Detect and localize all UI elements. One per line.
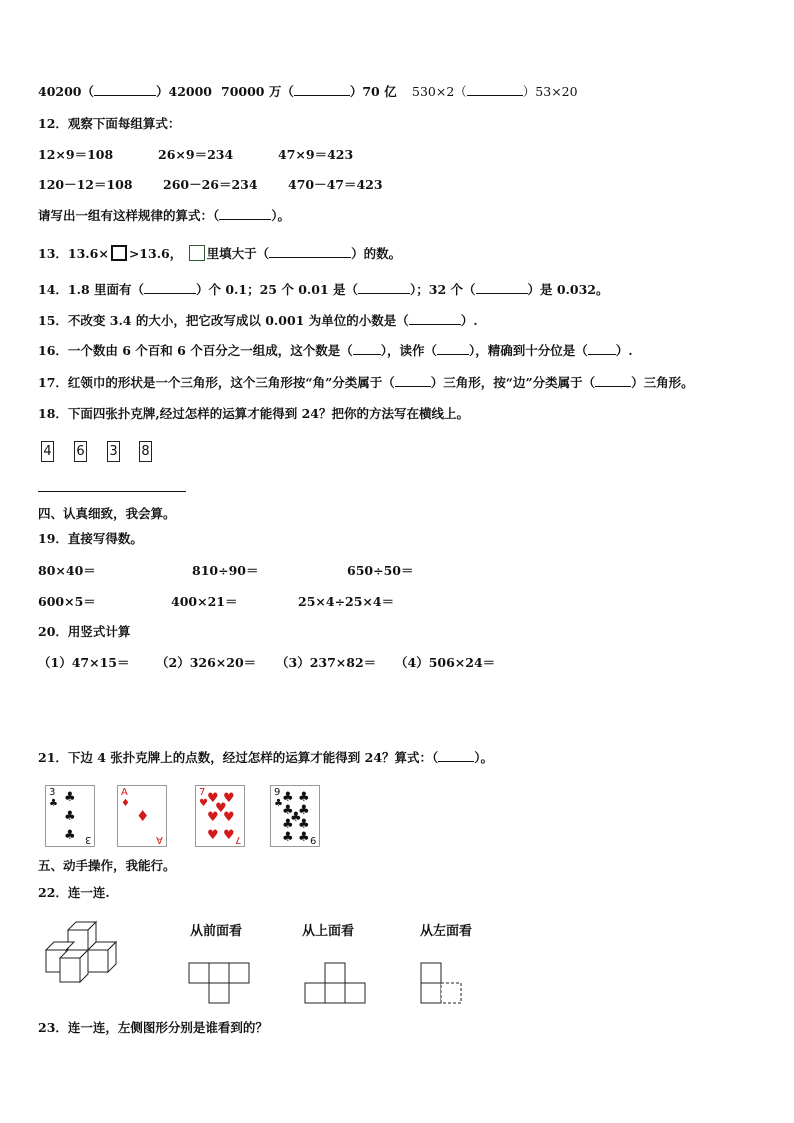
answer-line[interactable]: [38, 491, 186, 492]
club-icon: ♣: [282, 830, 294, 845]
diamond-icon: ♦: [136, 807, 150, 825]
club-icon: ♣: [274, 798, 283, 809]
q11-b: [221, 84, 397, 100]
section-heading: 四、认真细致，我会算。: [38, 506, 176, 521]
q14-p4: ）是 0.032。: [527, 282, 609, 297]
card-rank: 7: [199, 787, 206, 798]
answer-blank[interactable]: [467, 84, 523, 96]
q12-prompt-left: 请写出一组有这样规律的算式：（: [38, 208, 220, 223]
answer-blank[interactable]: [437, 343, 469, 355]
q12-prompt-right: ）。: [271, 208, 291, 223]
calc-item: （1）47×15＝: [38, 655, 130, 670]
card-rank: 7: [234, 834, 241, 845]
heart-icon: ♥: [207, 828, 219, 843]
heart-icon: ♥: [199, 798, 208, 809]
answer-blank[interactable]: [358, 282, 410, 294]
answer-blank[interactable]: [395, 375, 431, 387]
number-card: 6: [74, 441, 87, 462]
playing-card-3-clubs: [45, 785, 95, 847]
q11-c-left: 530×2（: [412, 84, 467, 99]
equation: 26×9＝234: [158, 147, 234, 162]
club-icon: ♣: [64, 809, 76, 824]
q16-p3: ），精确到十分位是（: [468, 343, 588, 358]
q13-p1: 13．13.6×: [38, 246, 109, 261]
answer-blank[interactable]: [438, 750, 474, 762]
q11-b-left: 70000 万（: [221, 84, 294, 99]
q17-p3: ）三角形。: [631, 375, 694, 390]
calc-item: 80×40＝: [38, 563, 96, 578]
club-icon: ♣: [298, 803, 310, 818]
q13-p4: ）的数。: [351, 246, 402, 261]
heart-icon: ♥: [207, 791, 219, 806]
heart-icon: ♥: [215, 801, 227, 816]
playing-card-a-diamonds: [117, 785, 167, 847]
calc-item: 25×4÷25×4＝: [298, 594, 395, 609]
diamond-icon: ♦: [121, 798, 130, 809]
heart-icon: ♥: [223, 828, 235, 843]
equation: 12×9＝108: [38, 147, 114, 162]
q17-p1: 17．红领巾的形状是一个三角形，这个三角形按“角”分类属于（: [38, 375, 395, 390]
view-label-top: 从上面看: [302, 924, 355, 939]
q13-row: [38, 245, 401, 262]
calc-item: 400×21＝: [171, 594, 238, 609]
playing-card-7-hearts: [195, 785, 245, 847]
top-view-shape: [304, 962, 368, 1004]
section-heading: 五、动手操作，我能行。: [38, 858, 176, 873]
q14-p2: ）个 0.1；25 个 0.01 是（: [196, 282, 358, 297]
answer-blank[interactable]: [409, 313, 461, 325]
q17-row: [38, 375, 694, 391]
club-icon: ♣: [64, 828, 76, 843]
square-icon: [189, 245, 205, 261]
calc-item: （3）237×82＝: [276, 655, 377, 670]
q21-p2: ）。: [474, 750, 494, 765]
club-icon: ♣: [282, 817, 294, 832]
club-icon: ♣: [49, 798, 58, 809]
q12-prompt: [38, 208, 290, 224]
card-rank: 9: [274, 787, 281, 798]
answer-blank[interactable]: [219, 208, 271, 220]
q21-row: [38, 750, 493, 766]
cube-stack-figure: [38, 918, 138, 984]
club-icon: ♣: [64, 790, 76, 805]
q15-row: [38, 313, 478, 329]
answer-blank[interactable]: [588, 343, 616, 355]
club-icon: ♣: [298, 817, 310, 832]
q11-a-left: 40200（: [38, 84, 94, 99]
answer-blank[interactable]: [269, 246, 351, 258]
playing-card-9-clubs: [270, 785, 320, 847]
q11-c: [412, 84, 578, 100]
equation: 47×9＝423: [278, 147, 354, 162]
heart-icon: ♥: [207, 810, 219, 825]
view-label-left: 从左面看: [420, 924, 473, 939]
q13-p3: 里填大于（: [206, 246, 270, 261]
q19-title: 19．直接写得数。: [38, 531, 143, 546]
q21-p1: 21．下边 4 张扑克牌上的点数，经过怎样的运算才能得到 24？算式：（: [38, 750, 439, 765]
answer-blank[interactable]: [476, 282, 528, 294]
q12-title: 12．观察下面每组算式：: [38, 116, 181, 131]
card-rank: 3: [84, 834, 91, 845]
equation: 260－26＝234: [163, 177, 258, 192]
q15-p2: ）.: [460, 313, 478, 328]
number-card: 4: [41, 441, 54, 462]
calc-item: 600×5＝: [38, 594, 96, 609]
q13-p2: >13.6，: [128, 246, 183, 261]
answer-blank[interactable]: [353, 343, 381, 355]
q16-p1: 16．一个数由 6 个百和 6 个百分之一组成，这个数是（: [38, 343, 353, 358]
club-icon: ♣: [290, 810, 302, 825]
club-icon: ♣: [298, 790, 310, 805]
q20-title: 20．用竖式计算: [38, 624, 131, 639]
q14-p1: 14．1.8 里面有（: [38, 282, 144, 297]
answer-blank[interactable]: [595, 375, 631, 387]
q14-row: [38, 282, 609, 298]
club-icon: ♣: [282, 790, 294, 805]
calc-item: （2）326×20＝: [156, 655, 257, 670]
card-rank: A: [121, 787, 128, 798]
q11-a: [38, 84, 212, 100]
q16-p4: ）.: [615, 343, 633, 358]
card-rank: 3: [49, 787, 56, 798]
club-icon: ♣: [282, 803, 294, 818]
q14-p3: ）；32 个（: [410, 282, 476, 297]
view-label-front: 从前面看: [190, 924, 243, 939]
answer-blank[interactable]: [144, 282, 196, 294]
calc-item: （4）506×24＝: [395, 655, 496, 670]
club-icon: ♣: [298, 830, 310, 845]
q23-title: 23．连一连，左侧图形分别是谁看到的？: [38, 1020, 268, 1035]
number-card: 8: [139, 441, 152, 462]
q22-title: 22．连一连.: [38, 885, 110, 900]
answer-blank[interactable]: [294, 84, 350, 96]
q16-row: [38, 343, 633, 359]
card-rank: A: [156, 834, 163, 845]
q11-c-right: ）53×20: [522, 84, 578, 99]
q11-b-right: ）70 亿: [349, 84, 397, 99]
equation: 120－12＝108: [38, 177, 133, 192]
calc-item: 810÷90＝: [192, 563, 259, 578]
card-rank: 9: [309, 834, 316, 845]
equation: 470－47＝423: [288, 177, 383, 192]
heart-icon: ♥: [223, 791, 235, 806]
number-card: 3: [107, 441, 120, 462]
q18-title: 18．下面四张扑克牌,经过怎样的运算才能得到 24？把你的方法写在横线上。: [38, 406, 469, 421]
left-view-shape: [420, 962, 466, 1004]
answer-blank[interactable]: [94, 84, 156, 96]
q15-p1: 15．不改变 3.4 的大小，把它改写成以 0.001 为单位的小数是（: [38, 313, 409, 328]
front-view-shape: [188, 962, 252, 1004]
heart-icon: ♥: [223, 810, 235, 825]
answer-square[interactable]: [111, 245, 127, 261]
q17-p2: ）三角形，按“边”分类属于（: [430, 375, 596, 390]
q11-a-right: ）42000: [156, 84, 212, 99]
q16-p2: ），读作（: [380, 343, 437, 358]
calc-item: 650÷50＝: [347, 563, 414, 578]
